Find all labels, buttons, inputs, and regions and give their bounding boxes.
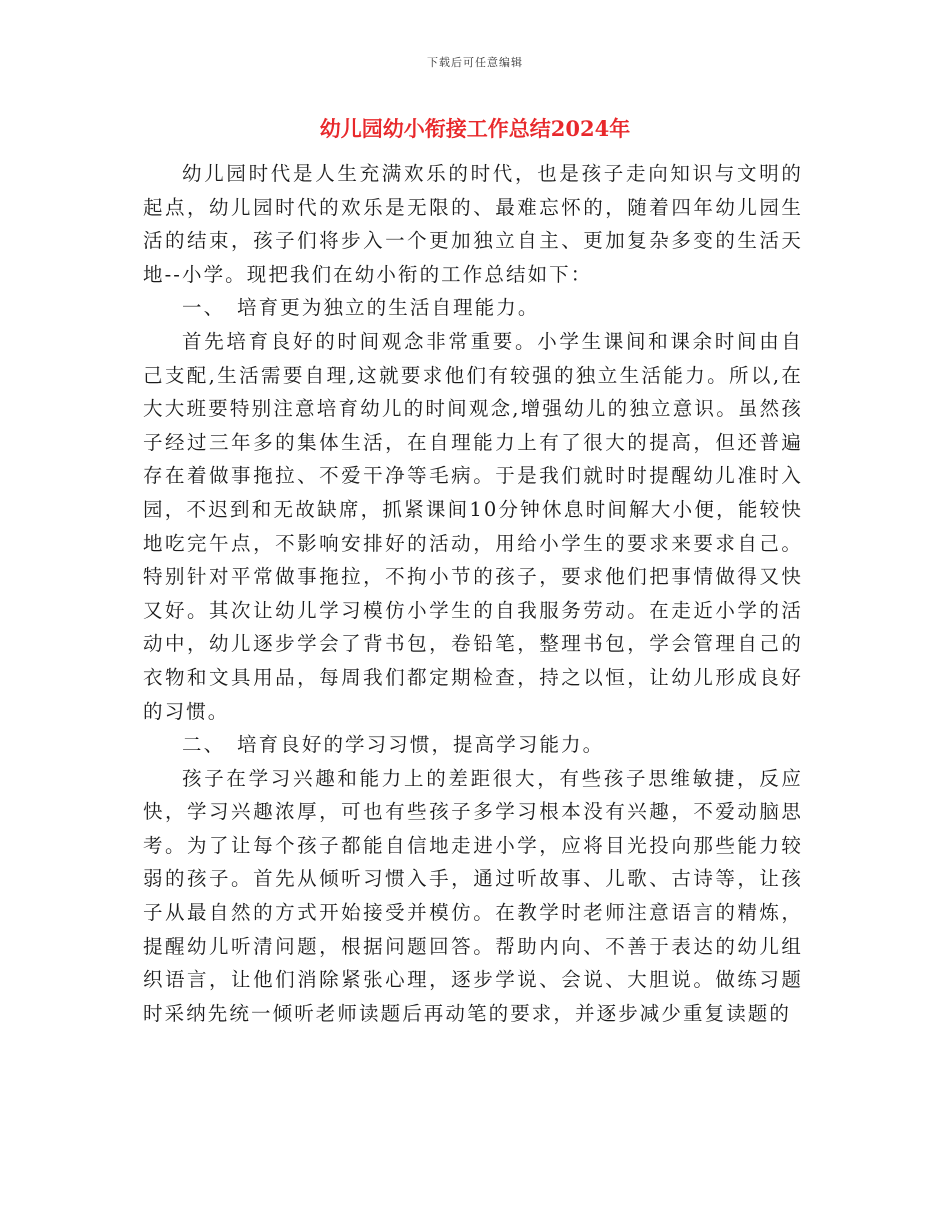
paragraph-section-1: 首先培育良好的时间观念非常重要。小学生课间和课余时间由自己支配,生活需要自理,这就要求他们有较强的独立生活能力。所以,在大大班要特别注意培育幼儿的时间观念,增强幼儿的独立意识。虽然孩子经过三年多的集体生活，在自理能力上有了很大的提高，但还普遍存在着做事拖拉、不爱干净等毛病。于是我们就时时提醒幼儿准时入园，不迟到和无故缺席，抓紧课间10分钟休息时间解大小便，能较快地吃完午点，不影响安排好的活动，用给小学生的要求来要求自己。特别针对平常做事拖拉，不拘小节的孩子，要求他们把事情做得又快又好。其次让幼儿学习模仿小学生的自我服务劳动。在走近小学的活动中，幼儿逐步学会了背书包，卷铅笔，整理书包，学会管理自己的衣物和文具用品，每周我们都定期检查，持之以恒，让幼儿形成良好的习惯。 xyxy=(143,329,803,723)
document-title: 幼儿园幼小衔接工作总结2024年 xyxy=(319,116,631,141)
paragraph-section-2: 孩子在学习兴趣和能力上的差距很大，有些孩子思维敏捷，反应快，学习兴趣浓厚，可也有些孩子多学习根本没有兴趣，不爱动脑思考。为了让每个孩子都能自信地走进小学，应将目光投向那些能力较弱的孩子。首先从倾听习惯入手，通过听故事、儿歌、古诗等，让孩子从最自然的方式开始接受并模仿。在教学时老师注意语言的精炼，提醒幼儿听清问题，根据问题回答。帮助内向、不善于表达的幼儿组织语言，让他们消除紧张心理，逐步学说、会说、大胆说。做练习题时采纳先统一倾听老师读题后再动笔的要求，并逐步减少重复读题的 xyxy=(143,766,803,1025)
paragraph-intro: 幼儿园时代是人生充满欢乐的时代，也是孩子走向知识与文明的起点，幼儿园时代的欢乐是无限的、最难忘怀的，随着四年幼儿园生活的结束，孩子们将步入一个更加独立自主、更加复杂多变的生活天地--小学。现把我们在幼小衔的工作总结如下： xyxy=(143,162,803,286)
document-body xyxy=(143,157,803,1030)
section-heading-2: 二、 培育良好的学习习惯，提高学习能力。 xyxy=(182,733,605,757)
header-note: 下载后可任意编辑 xyxy=(427,56,523,69)
section-heading-1: 一、 培育更为独立的生活自理能力。 xyxy=(182,296,540,320)
